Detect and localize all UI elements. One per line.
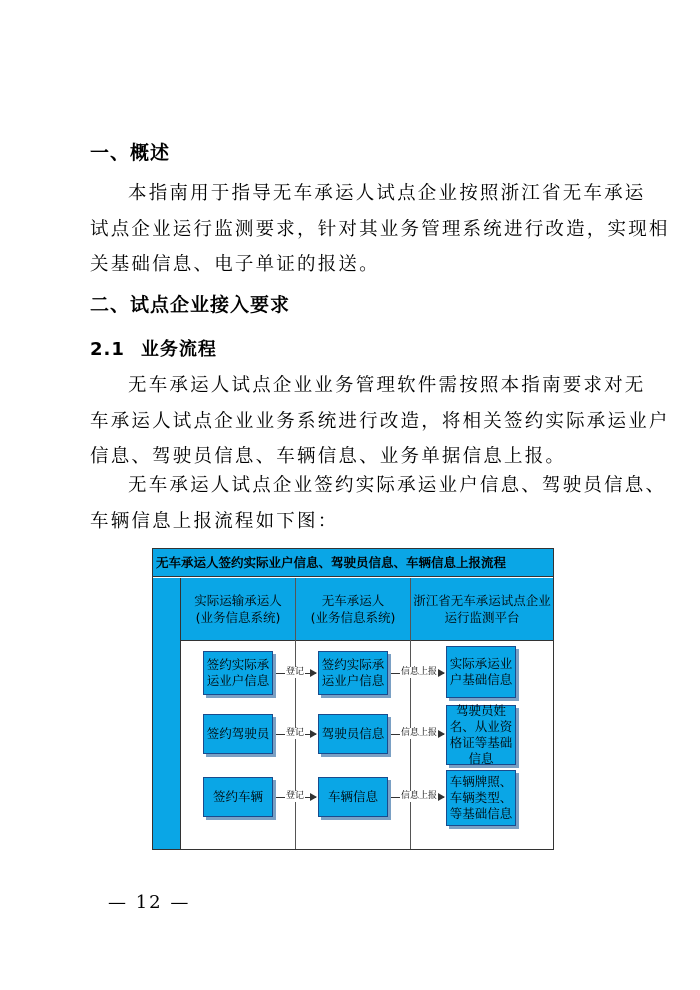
- section-heading-access: 二、试点企业接入要求: [90, 294, 291, 316]
- flow-paragraph-2: [90, 468, 667, 539]
- overview-paragraph: [90, 176, 670, 283]
- box-vehicle-info: 车辆信息: [318, 777, 388, 817]
- page-number: — 12 —: [108, 892, 191, 913]
- box-driver-basic-info: 驾驶员姓名、从业资格证等基础信息: [446, 705, 516, 765]
- flowchart-title: 无车承运人签约实际业户信息、驾驶员信息、车辆信息上报流程: [153, 549, 553, 577]
- column-header-platform: [411, 578, 553, 641]
- arrow-label: 信息上报: [401, 728, 438, 738]
- section-heading-overview: 一、概述: [90, 142, 171, 164]
- column-divider: [295, 578, 296, 849]
- text-line: 信息、驾驶员信息、车辆信息、业务单据信息上报。: [90, 446, 567, 467]
- subsection-title: 业务流程: [140, 339, 217, 360]
- flow-paragraph-1: [90, 368, 670, 475]
- box-signed-vehicle: 签约车辆: [203, 777, 273, 817]
- box-vehicle-basic-info: 车辆牌照、车辆类型、等基础信息: [446, 770, 516, 826]
- column-divider: [410, 578, 411, 849]
- text-line: 试点企业运行监测要求，针对其业务管理系统进行改造，实现相: [90, 218, 670, 240]
- column-header-line: 浙江省无车承运试点企业: [413, 593, 551, 608]
- subsection-number: 2.1: [90, 339, 125, 360]
- flowchart-side-bar: [153, 578, 181, 849]
- arrow-label: 登记: [286, 667, 305, 677]
- text-line: 无车承运人试点企业业务管理软件需按照本指南要求对无: [128, 375, 646, 396]
- text-line: 关基础信息、电子单证的报送。: [90, 254, 380, 275]
- column-header-nvocc: [296, 578, 410, 641]
- column-header-line: 实际运输承运人: [194, 593, 282, 608]
- column-header-line: 无车承运人: [321, 593, 385, 608]
- box-carrier-basic-info: 实际承运业户基础信息: [446, 646, 516, 698]
- text-line: 本指南用于指导无车承运人试点企业按照浙江省无车承运: [128, 183, 646, 204]
- arrow-label: 登记: [286, 791, 305, 801]
- box-signed-carrier: 签约实际承运业户信息: [203, 651, 273, 695]
- column-header-line: 运行监测平台: [444, 610, 520, 625]
- arrow-label: 信息上报: [401, 791, 438, 801]
- text-line: 车承运人试点企业业务系统进行改造，将相关签约实际承运业户: [90, 410, 670, 432]
- box-driver-info: 驾驶员信息: [318, 714, 388, 754]
- column-header-carrier: [181, 578, 295, 641]
- box-carrier-info: 签约实际承运业户信息: [318, 651, 388, 695]
- column-header-line: (业务信息系统): [310, 610, 396, 625]
- text-line: 无车承运人试点企业签约实际承运业户信息、驾驶员信息、: [128, 475, 667, 496]
- arrow-label: 信息上报: [401, 667, 438, 677]
- box-signed-driver: 签约驾驶员: [203, 714, 273, 754]
- column-header-line: (业务信息系统): [195, 610, 281, 625]
- flowchart: [152, 548, 554, 850]
- text-line: 车辆信息上报流程如下图：: [90, 510, 339, 532]
- arrow-label: 登记: [286, 728, 305, 738]
- subsection-heading: [90, 335, 217, 361]
